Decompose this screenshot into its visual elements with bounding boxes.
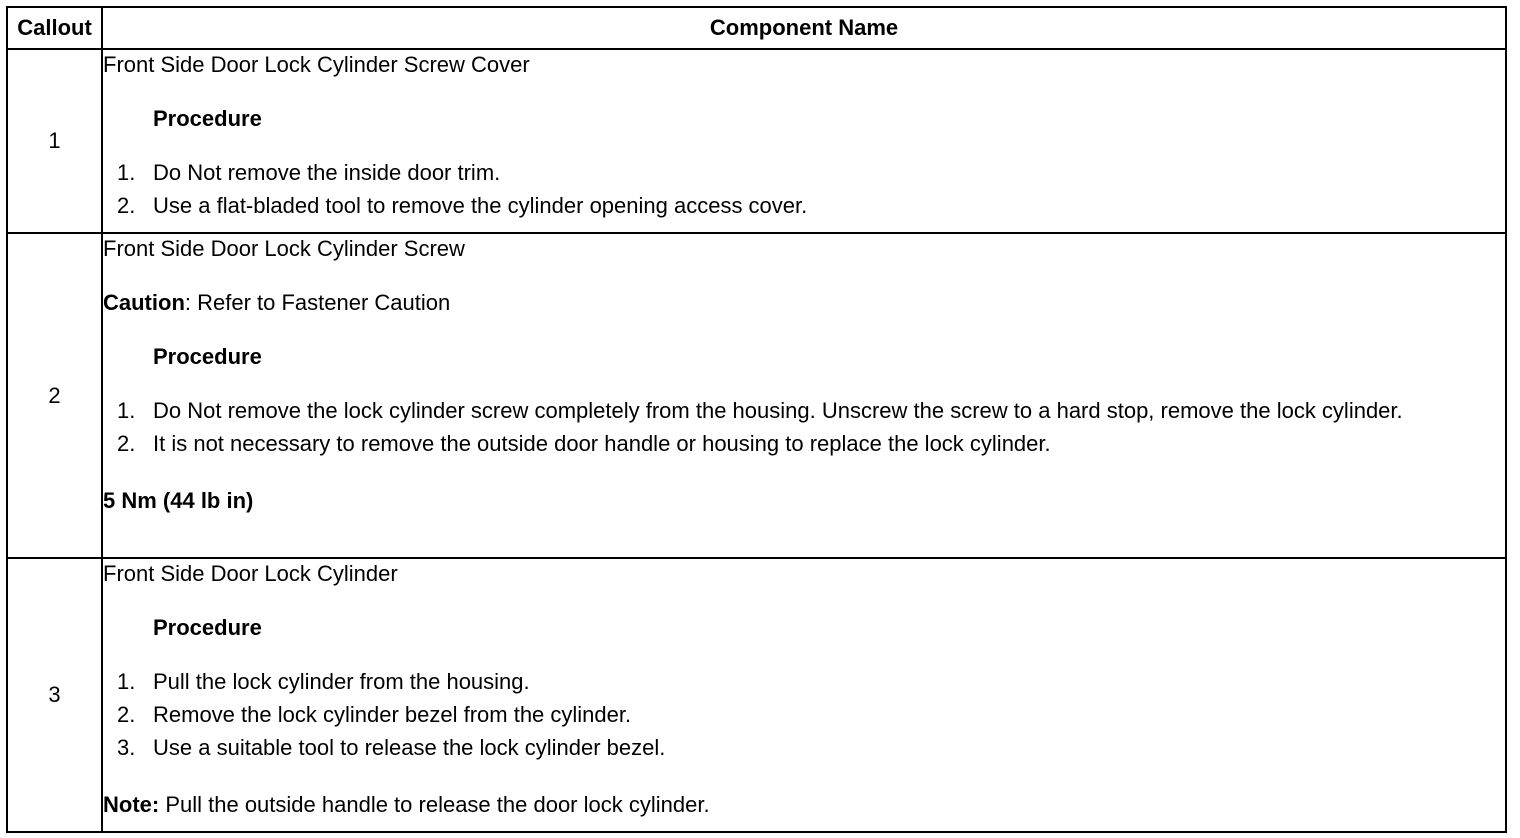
step-number: 2. — [117, 702, 136, 727]
list-item — [103, 158, 1505, 188]
step-text: Do Not remove the lock cylinder screw completely from the housing. Unscrew the screw to a hard stop, remove the lock cylinder. — [153, 398, 1403, 423]
table-row — [7, 558, 1506, 832]
step-number: 1. — [117, 160, 136, 185]
list-item — [103, 396, 1505, 426]
callout-header: Callout — [7, 7, 102, 49]
caution-label: Caution — [103, 290, 185, 315]
procedure-steps — [103, 158, 1505, 221]
component-title: Front Side Door Lock Cylinder Screw — [103, 236, 465, 261]
header-row — [7, 7, 1506, 49]
step-text: Pull the lock cylinder from the housing. — [153, 669, 530, 694]
step-number: 2. — [117, 431, 136, 456]
caution-line — [103, 288, 1505, 318]
torque-spec — [103, 486, 1505, 516]
step-text: Do Not remove the inside door trim. — [153, 160, 501, 185]
step-number: 3. — [117, 735, 136, 760]
list-item — [103, 191, 1505, 221]
list-item — [103, 733, 1505, 763]
procedure-heading: Procedure — [153, 106, 262, 131]
note-line — [103, 790, 1505, 820]
step-number: 1. — [117, 669, 136, 694]
list-item — [103, 429, 1505, 459]
procedure-steps — [103, 667, 1505, 763]
callout-number: 1 — [7, 49, 102, 233]
component-title: Front Side Door Lock Cylinder — [103, 561, 398, 586]
table-row — [7, 49, 1506, 233]
procedure-heading: Procedure — [153, 344, 262, 369]
callout-number: 3 — [7, 558, 102, 832]
component-name-header: Component Name — [102, 7, 1506, 49]
procedure-steps — [103, 396, 1505, 459]
component-cell — [102, 558, 1506, 832]
step-text: It is not necessary to remove the outside door handle or housing to replace the lock cylinder. — [153, 431, 1051, 456]
step-number: 1. — [117, 398, 136, 423]
note-label: Note: — [103, 792, 160, 817]
step-number: 2. — [117, 193, 136, 218]
component-cell — [102, 233, 1506, 558]
caution-text: : Refer to Fastener Caution — [184, 290, 451, 315]
callout-number: 2 — [7, 233, 102, 558]
step-text: Use a flat-bladed tool to remove the cylinder opening access cover. — [153, 193, 808, 218]
component-title: Front Side Door Lock Cylinder Screw Cover — [103, 52, 530, 77]
procedure-heading: Procedure — [153, 615, 262, 640]
list-item — [103, 667, 1505, 697]
procedure-table — [6, 6, 1507, 833]
torque-value: 5 Nm (44 lb in) — [103, 488, 254, 513]
note-text: Pull the outside handle to release the door lock cylinder. — [159, 792, 710, 817]
list-item — [103, 700, 1505, 730]
step-text: Remove the lock cylinder bezel from the cylinder. — [153, 702, 632, 727]
table-row — [7, 233, 1506, 558]
step-text: Use a suitable tool to release the lock cylinder bezel. — [153, 735, 666, 760]
component-cell — [102, 49, 1506, 233]
